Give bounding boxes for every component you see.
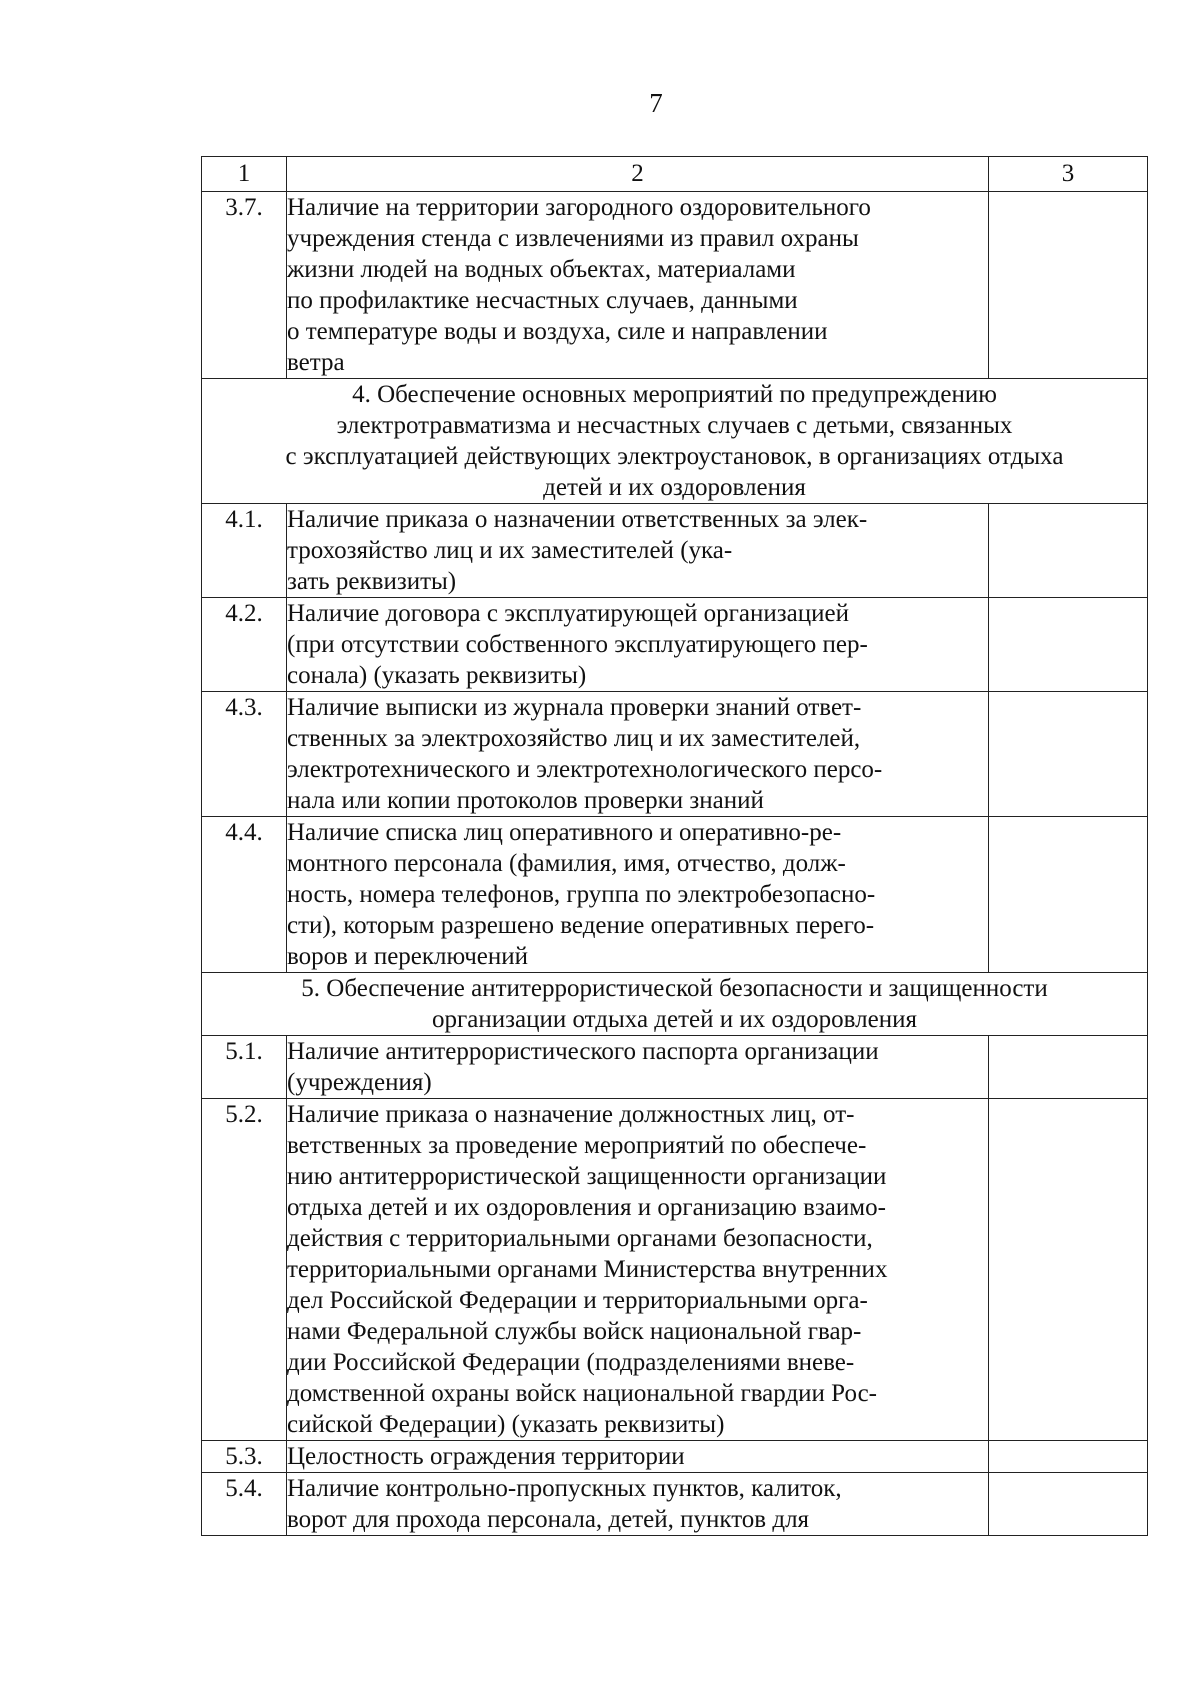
header-row (202, 157, 1148, 192)
item-mark-cell[interactable] (989, 504, 1148, 598)
item-description (287, 1036, 989, 1099)
table-row (202, 1036, 1148, 1099)
item-mark-cell[interactable] (989, 692, 1148, 817)
table-row (202, 692, 1148, 817)
item-description-line: отдыха детей и их оздоровления и организацию взаимо- (287, 1194, 886, 1221)
section-heading-line: организации отдыха детей и их оздоровления (432, 1006, 917, 1033)
section-heading-line: 4. Обеспечение основных мероприятий по предупреждению (352, 381, 997, 408)
item-description-line: воров и переключений (287, 943, 529, 970)
item-description-line: домственной охраны войск национальной гвардии Рос- (287, 1380, 877, 1407)
item-description-line: ветра (287, 349, 345, 376)
item-number: 3.7. (202, 192, 287, 379)
item-description-line: о температуре воды и воздуха, силе и направлении (287, 318, 828, 345)
item-description-line: действия с территориальными органами безопасности, (287, 1225, 873, 1252)
item-description-line: трохозяйство лиц и их заместителей (ука- (287, 537, 733, 564)
item-description-line: Наличие списка лиц оперативного и оперативно-ре- (287, 819, 842, 846)
item-mark-cell[interactable] (989, 1473, 1148, 1536)
item-description-line: ветственных за проведение мероприятий по обеспече- (287, 1132, 867, 1159)
item-number: 5.4. (202, 1473, 287, 1536)
item-mark-cell[interactable] (989, 192, 1148, 379)
section-heading (202, 973, 1148, 1036)
item-description (287, 192, 989, 379)
item-description-line: по профилактике несчастных случаев, данными (287, 287, 798, 314)
table-row (202, 192, 1148, 379)
item-description-line: учреждения стенда с извлечениями из правил охраны (287, 225, 859, 252)
item-number: 5.1. (202, 1036, 287, 1099)
item-description-line: (учреждения) (287, 1069, 432, 1096)
header-cell-3: 3 (989, 157, 1148, 192)
item-number: 5.2. (202, 1099, 287, 1441)
item-description (287, 504, 989, 598)
item-description-line: Наличие договора с эксплуатирующей организацией (287, 600, 849, 627)
item-description-line: Наличие на территории загородного оздоровительного (287, 194, 871, 221)
item-number: 4.1. (202, 504, 287, 598)
item-number: 4.3. (202, 692, 287, 817)
item-description-line: Целостность ограждения территории (287, 1443, 685, 1470)
section-heading-line: детей и их оздоровления (543, 474, 806, 501)
item-mark-cell[interactable] (989, 598, 1148, 692)
section-heading-line: с эксплуатацией действующих электроустановок, в организациях отдыха (285, 443, 1064, 470)
header-cell-1: 1 (202, 157, 287, 192)
item-description (287, 817, 989, 973)
table-row (202, 817, 1148, 973)
item-description-line: Наличие приказа о назначении ответственных за элек- (287, 506, 868, 533)
item-description-line: Наличие приказа о назначение должностных лиц, от- (287, 1101, 855, 1128)
table-row (202, 504, 1148, 598)
section-heading (202, 379, 1148, 504)
item-description-line: сонала) (указать реквизиты) (287, 662, 587, 689)
table-row (202, 1099, 1148, 1441)
item-description-line: нала или копии протоколов проверки знаний (287, 787, 764, 814)
item-number: 5.3. (202, 1441, 287, 1473)
item-description (287, 1441, 989, 1473)
item-description-line: дел Российской Федерации и территориальными орга- (287, 1287, 868, 1314)
item-description-line: территориальными органами Министерства внутренних (287, 1256, 888, 1283)
item-mark-cell[interactable] (989, 1441, 1148, 1473)
item-description-line: сти), которым разрешено ведение оперативных перего- (287, 912, 875, 939)
item-mark-cell[interactable] (989, 1036, 1148, 1099)
item-description-line: нами Федеральной службы войск национальной гвар- (287, 1318, 862, 1345)
section-row (202, 973, 1148, 1036)
item-description-line: ственных за электрохозяйство лиц и их заместителей, (287, 725, 861, 752)
item-description-line: сийской Федерации) (указать реквизиты) (287, 1411, 725, 1438)
table-row (202, 598, 1148, 692)
item-description-line: Наличие выписки из журнала проверки знаний ответ- (287, 694, 862, 721)
table-row (202, 1441, 1148, 1473)
item-mark-cell[interactable] (989, 1099, 1148, 1441)
item-description-line: зать реквизиты) (287, 568, 457, 595)
section-heading-line: 5. Обеспечение антитеррористической безопасности и защищенности (301, 975, 1048, 1002)
item-number: 4.4. (202, 817, 287, 973)
item-description-line: дии Российской Федерации (подразделениями вневе- (287, 1349, 855, 1376)
checklist-table (201, 156, 1148, 1536)
item-description-line: Наличие антитеррористического паспорта организации (287, 1038, 879, 1065)
item-description-line: ворот для прохода персонала, детей, пунктов для (287, 1506, 810, 1533)
item-description (287, 692, 989, 817)
item-description (287, 1473, 989, 1536)
item-description-line: жизни людей на водных объектах, материалами (287, 256, 796, 283)
item-description-line: ность, номера телефонов, группа по электробезопасно- (287, 881, 876, 908)
page-number: 7 (649, 88, 663, 118)
item-number: 4.2. (202, 598, 287, 692)
item-description-line: (при отсутствии собственного эксплуатирующего пер- (287, 631, 868, 658)
item-mark-cell[interactable] (989, 817, 1148, 973)
item-description-line: Наличие контрольно-пропускных пунктов, калиток, (287, 1475, 842, 1502)
item-description-line: нию антитеррористической защищенности организации (287, 1163, 887, 1190)
table-row (202, 1473, 1148, 1536)
item-description-line: электротехнического и электротехнологического персо- (287, 756, 883, 783)
item-description-line: монтного персонала (фамилия, имя, отчество, долж- (287, 850, 846, 877)
section-heading-line: электротравматизма и несчастных случаев с детьми, связанных (336, 412, 1013, 439)
section-row (202, 379, 1148, 504)
item-description (287, 598, 989, 692)
header-cell-2: 2 (287, 157, 989, 192)
item-description (287, 1099, 989, 1441)
